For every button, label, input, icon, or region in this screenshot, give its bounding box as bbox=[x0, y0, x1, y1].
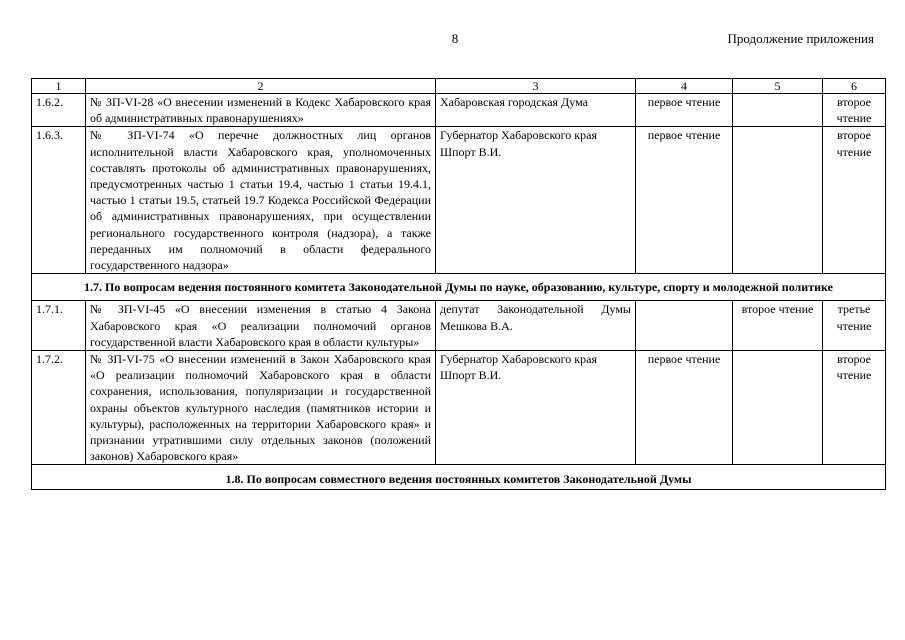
table-row bbox=[32, 94, 886, 127]
column-header: 4 bbox=[636, 79, 733, 94]
bill-description: № ЗП-VI-75 «О внесении изменений в Закон Хабаровского края «О реализации полномочий Хабаровского края в области сохранения, использования, популяризации и государственной охраны объектов культурного наследия (памятников истории и культуры), расположенных на территории Хабаровского края» и признании утратившими силу отдельных законов (положений законов) Хабаровского края» bbox=[86, 351, 436, 465]
reading-col4: первое чтение bbox=[636, 127, 733, 274]
page-caption: Продолжение приложения bbox=[727, 31, 874, 46]
section-heading: 1.8. По вопросам совместного ведения постоянных комитетов Законодательной Думы bbox=[32, 465, 886, 489]
reading-col4 bbox=[636, 301, 733, 351]
reading-col5 bbox=[733, 127, 823, 274]
column-header: 1 bbox=[32, 79, 86, 94]
agenda-table bbox=[31, 78, 886, 490]
bill-description: № ЗП-VI-45 «О внесении изменения в статью 4 Закона Хабаровского края «О реализации полномочий органов государственной власти Хабаровского края в области культуры» bbox=[86, 301, 436, 351]
item-number: 1.6.2. bbox=[32, 94, 86, 127]
column-header: 5 bbox=[733, 79, 823, 94]
reading-col6: второе чтение bbox=[823, 94, 886, 127]
reading-col6: второе чтение bbox=[823, 351, 886, 465]
bill-description: № ЗП-VI-74 «О перечне должностных лиц органов исполнительной власти Хабаровского края, уполномоченных составлять протоколы об административных правонарушениях, предусмотренных частью 1 статьи 19.4, частью 1 статьи 19.4.1, частью 1 статьи 19.5, статьей 19.7 Кодекса Российской Федерации об административных правонарушениях, при осуществлении регионального государственного контроля (надзора), а также переданных им полномочий в области федерального государственного надзора» bbox=[86, 127, 436, 274]
reading-col5 bbox=[733, 351, 823, 465]
initiator: Губернатор Хабаровского края Шпорт В.И. bbox=[436, 127, 636, 274]
table-row bbox=[32, 301, 886, 351]
reading-col5 bbox=[733, 94, 823, 127]
reading-col6: третье чтение bbox=[823, 301, 886, 351]
table-header-row bbox=[32, 79, 886, 94]
reading-col4: первое чтение bbox=[636, 351, 733, 465]
section-heading-row bbox=[32, 465, 886, 489]
reading-col6: второе чтение bbox=[823, 127, 886, 274]
reading-col4: первое чтение bbox=[636, 94, 733, 127]
table-row bbox=[32, 351, 886, 465]
initiator: депутат Законодательной Думы Мешкова В.А. bbox=[436, 301, 636, 351]
section-heading: 1.7. По вопросам ведения постоянного комитета Законодательной Думы по науке, образованию, культуре, спорту и молодежной политике bbox=[32, 274, 886, 301]
column-header: 2 bbox=[86, 79, 436, 94]
item-number: 1.7.1. bbox=[32, 301, 86, 351]
column-header: 3 bbox=[436, 79, 636, 94]
table-row bbox=[32, 127, 886, 274]
reading-col5: второе чтение bbox=[733, 301, 823, 351]
section-heading-row bbox=[32, 274, 886, 301]
bill-description: № ЗП-VI-28 «О внесении изменений в Кодекс Хабаровского края об административных правонарушениях» bbox=[86, 94, 436, 127]
item-number: 1.6.3. bbox=[32, 127, 86, 274]
initiator: Губернатор Хабаровского края Шпорт В.И. bbox=[436, 351, 636, 465]
initiator: Хабаровская городская Дума bbox=[436, 94, 636, 127]
page-number: 8 bbox=[451, 31, 459, 46]
item-number: 1.7.2. bbox=[32, 351, 86, 465]
column-header: 6 bbox=[823, 79, 886, 94]
